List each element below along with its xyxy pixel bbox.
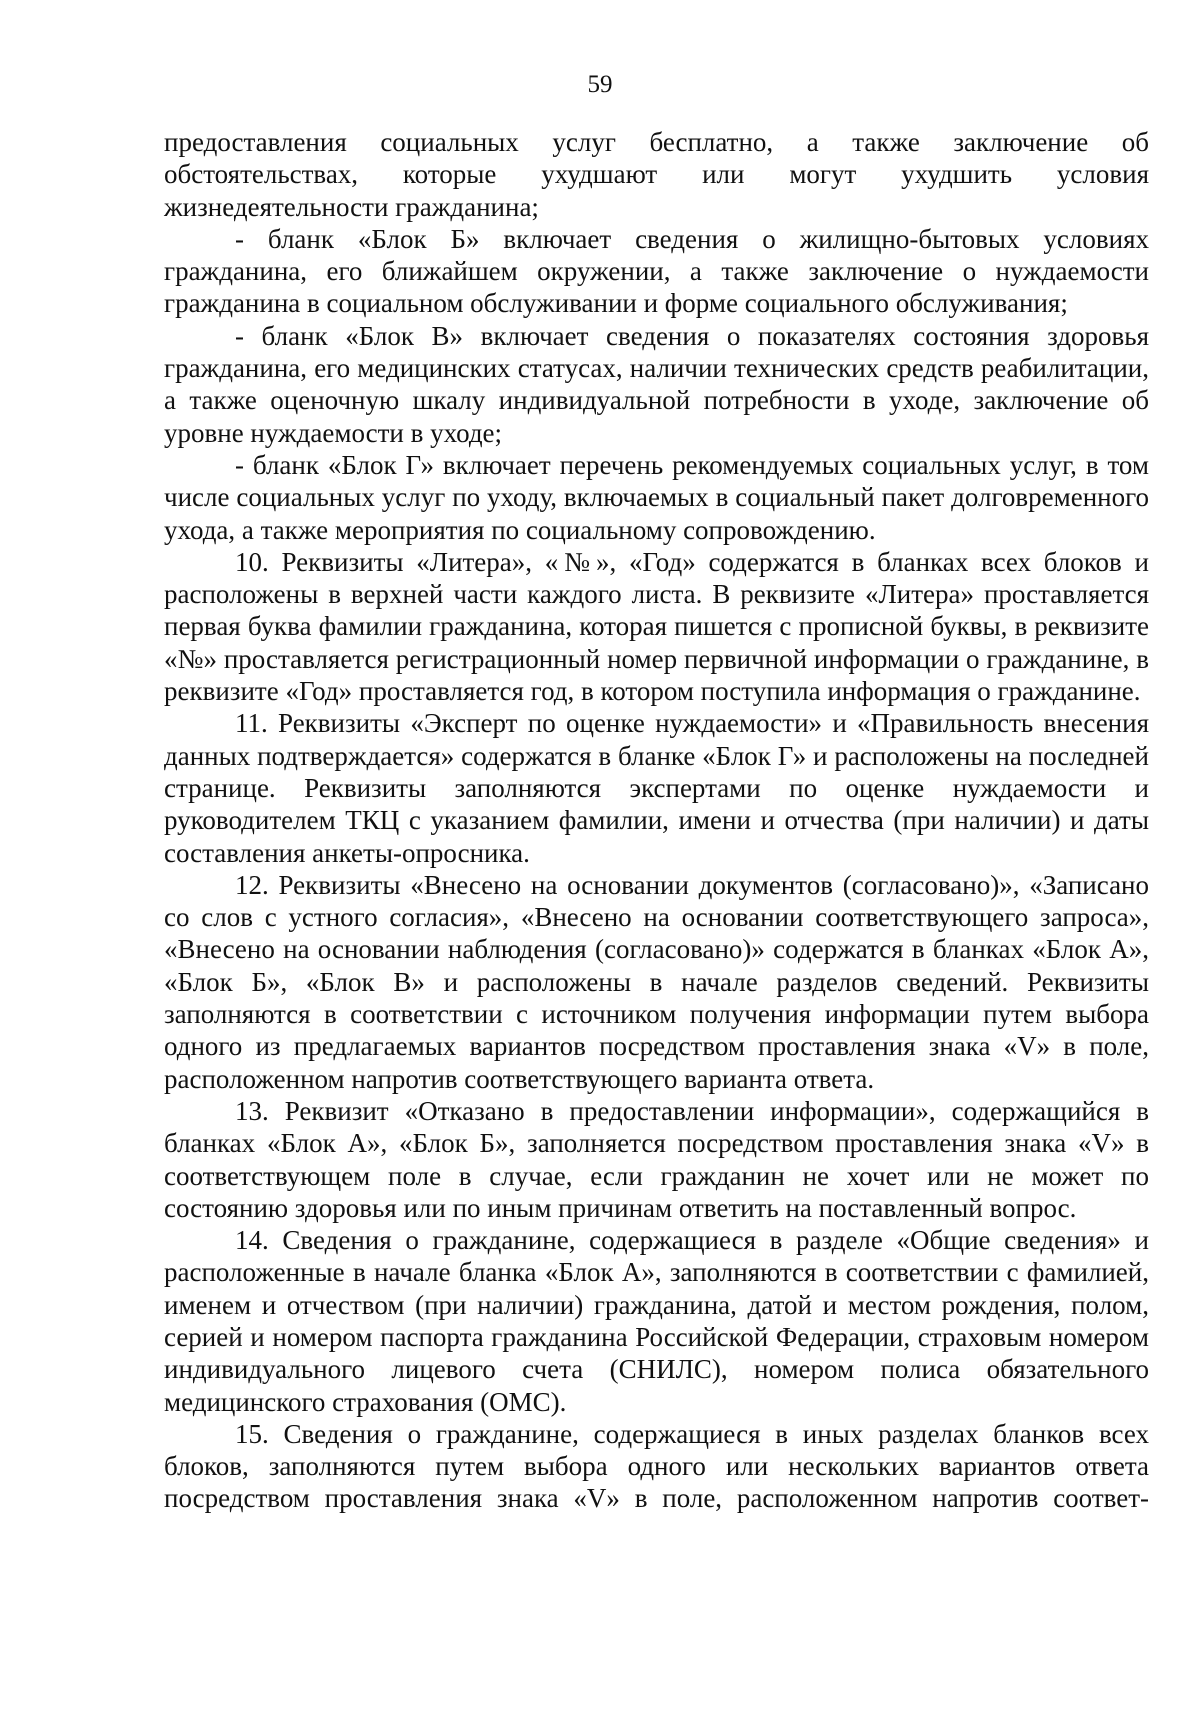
list-item-block-v: - бланк «Блок В» включает сведения о показателях состояния здоровья гражданина, его медицинских статусах, наличии технических средств реабилитации, а также оценочную шкалу индивидуальной потребности в уходе, заключение об уровне нуждаемости в уходе;	[164, 320, 1149, 448]
list-item-block-b: - бланк «Блок Б» включает сведения о жилищно-бытовых условиях гражданина, его ближайшем окружении, а также заключение о нуждаемости гражданина в социальном обслуживании и форме социального обслуживания;	[164, 223, 1149, 319]
paragraph-11: 11. Реквизиты «Эксперт по оценке нуждаемости» и «Правильность внесения данных подтверждается» содержатся в бланке «Блок Г» и расположены на последней странице. Реквизиты заполняются экспертами по оценке нуждаемости и руководителем ТКЦ с указанием фамилии, имени и отчества (при наличии) и даты составления анкеты-опросника.	[164, 708, 1149, 868]
paragraph-14: 14. Сведения о гражданине, содержащиеся в разделе «Общие сведения» и расположенные в начале бланка «Блок А», заполняются в соответствии с фамилией, именем и отчеством (при наличии) гражданина, датой и местом рождения, полом, серией и номером паспорта гражданина Российской Федерации, страховым номером индивидуального лицевого счета (СНИЛС), номером полиса обязательного медицинского страхования (ОМС).	[164, 1225, 1149, 1417]
paragraph-13: 13. Реквизит «Отказано в предоставлении информации», содержащийся в бланках «Блок А», «Блок Б», заполняется посредством проставления знака «V» в соответствующем поле в случае, если гражданин не хочет или не может по состоянию здоровья или по иным причинам ответить на поставленный вопрос.	[164, 1095, 1149, 1223]
document-body	[164, 126, 1149, 1515]
paragraph-continued: предоставления социальных услуг бесплатно, а также заключение об обстоятельствах, которые ухудшают или могут ухудшить условия жизнедеятельности гражданина;	[164, 127, 1149, 222]
paragraph-10: 10. Реквизиты «Литера», «№», «Год» содержатся в бланках всех блоков и расположены в верхней части каждого листа. В реквизите «Литера» проставляется первая буква фамилии гражданина, которая пишется с прописной буквы, в реквизите «№» проставляется регистрационный номер первичной информации о гражданине, в реквизите «Год» проставляется год, в котором поступила информация о гражданине.	[164, 546, 1149, 707]
list-item-block-g: - бланк «Блок Г» включает перечень рекомендуемых социальных услуг, в том числе социальных услуг по уходу, включаемых в социальный пакет долговременного ухода, а также мероприятия по социальному сопровождению.	[164, 449, 1149, 545]
paragraph-15: 15. Сведения о гражданине, содержащиеся в иных разделах бланков всех блоков, заполняются путем выбора одного или нескольких вариантов ответа посредством проставления знака «V» в поле, расположенном напротив соответ-	[164, 1418, 1149, 1514]
paragraph-12: 12. Реквизиты «Внесено на основании документов (согласовано)», «Записано со слов с устного согласия», «Внесено на основании соответствующего запроса», «Внесено на основании наблюдения (согласовано)» содержатся в бланках «Блок А», «Блок Б», «Блок В» и расположены в начале разделов сведений. Реквизиты заполняются в соответствии с источником получения информации путем выбора одного из предлагаемых вариантов посредством проставления знака «V» в поле, расположенном напротив соответствующего варианта ответа.	[164, 869, 1149, 1094]
page-number: 59	[587, 71, 613, 98]
